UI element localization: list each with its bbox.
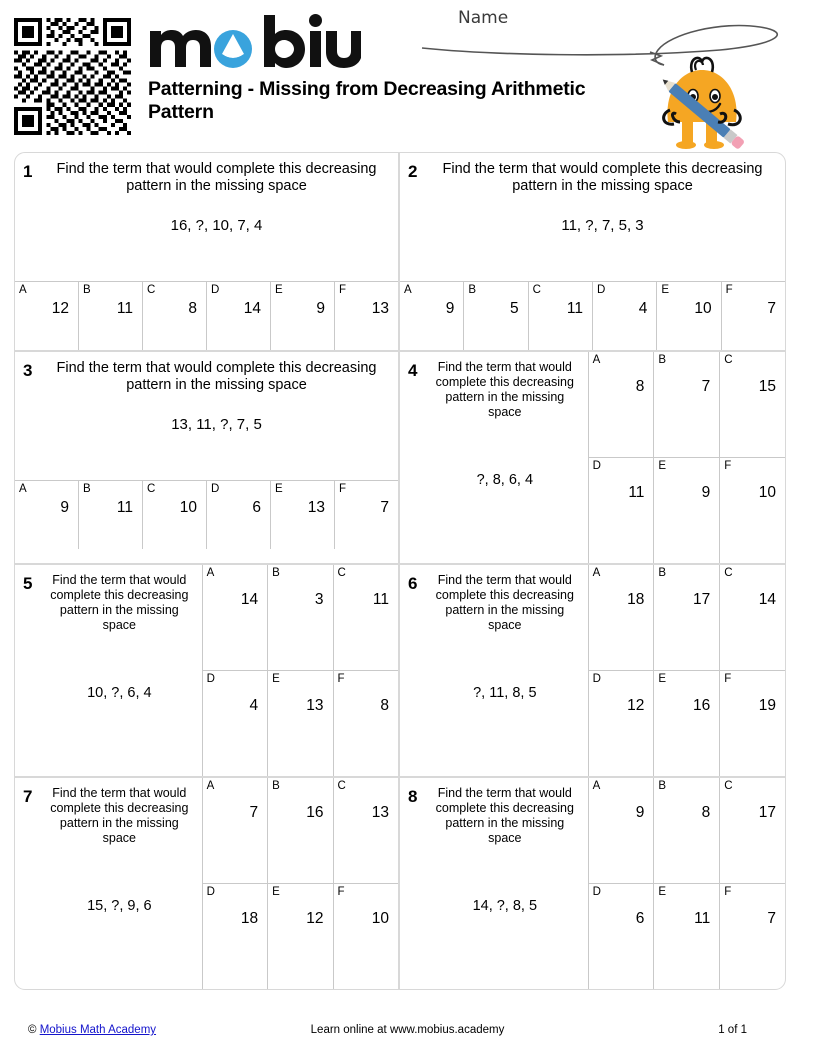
question-cell-5[interactable] (15, 565, 400, 776)
question-row (15, 153, 785, 352)
option-letter: E (658, 460, 667, 472)
question-cell-2[interactable] (400, 153, 785, 350)
answer-options (589, 778, 785, 989)
option-value: 17 (692, 591, 711, 608)
question-row (15, 778, 785, 989)
option-b[interactable] (653, 352, 719, 457)
option-c[interactable] (142, 282, 206, 350)
question-number: 5 (23, 574, 33, 593)
question-prompt-area (400, 565, 589, 776)
question-prompt-area (400, 352, 589, 563)
option-value: 16 (306, 804, 324, 821)
question-number: 1 (23, 162, 33, 181)
option-b[interactable] (267, 778, 332, 883)
question-cell-4[interactable] (400, 352, 785, 563)
option-letter: A (592, 780, 601, 792)
question-prompt-area (400, 153, 785, 281)
option-value: 7 (767, 910, 776, 927)
option-letter: A (404, 284, 412, 296)
question-prompt-area (15, 778, 203, 989)
answer-options (203, 778, 398, 989)
option-value: 13 (307, 499, 325, 516)
question-number: 8 (408, 787, 418, 806)
option-f[interactable] (719, 671, 785, 776)
option-value: 13 (306, 697, 324, 714)
option-c[interactable] (333, 565, 398, 670)
option-e[interactable] (656, 282, 720, 350)
option-a[interactable] (203, 778, 267, 883)
option-value: 17 (758, 804, 776, 821)
option-value: 11 (694, 910, 711, 927)
option-value: 19 (758, 697, 776, 714)
answer-options (589, 565, 785, 776)
option-d[interactable] (203, 884, 267, 989)
option-letter: A (19, 284, 27, 296)
option-f[interactable] (721, 282, 785, 350)
option-e[interactable] (653, 671, 719, 776)
option-letter: F (725, 284, 733, 296)
option-letter: E (275, 483, 283, 495)
option-d[interactable] (589, 884, 654, 989)
pattern-sequence: 10, ?, 6, 4 (87, 685, 152, 701)
answer-options (400, 281, 785, 350)
option-value: 9 (316, 300, 325, 317)
answer-options (203, 565, 398, 776)
option-letter: B (468, 284, 476, 296)
option-letter: A (592, 354, 601, 366)
option-value: 6 (635, 910, 645, 927)
option-b[interactable] (463, 282, 527, 350)
option-value: 4 (638, 300, 648, 317)
option-letter: B (658, 567, 667, 579)
name-label: Name (458, 8, 509, 28)
option-letter: F (337, 673, 345, 685)
option-b[interactable] (78, 282, 142, 350)
question-text: Find the term that would complete this decreasing pattern in the missing space (435, 786, 574, 845)
question-prompt-area (15, 153, 398, 281)
question-text: Find the term that would complete this decreasing pattern in the missing space (56, 161, 377, 194)
pattern-sequence: 16, ?, 10, 7, 4 (170, 217, 263, 234)
option-c[interactable] (719, 778, 785, 883)
question-text: Find the term that would complete this decreasing pattern in the missing space (56, 360, 377, 393)
option-d[interactable] (589, 458, 654, 563)
pattern-sequence: 11, ?, 7, 5, 3 (561, 217, 644, 234)
question-cell-7[interactable] (15, 778, 400, 989)
option-letter: D (211, 284, 220, 296)
option-value: 12 (306, 910, 324, 927)
question-number: 7 (23, 787, 33, 806)
option-value: 8 (701, 804, 711, 821)
option-value: 11 (116, 499, 133, 516)
questions-table (14, 152, 786, 990)
option-c[interactable] (719, 352, 785, 457)
answer-options (15, 281, 398, 350)
option-c[interactable] (719, 565, 785, 670)
option-c[interactable] (333, 778, 398, 883)
option-f[interactable] (333, 671, 398, 776)
option-e[interactable] (653, 458, 719, 563)
option-d[interactable] (592, 282, 656, 350)
copyright-symbol: © (28, 1024, 37, 1036)
option-a[interactable] (589, 565, 654, 670)
option-a[interactable] (203, 565, 267, 670)
option-d[interactable] (206, 481, 270, 549)
option-value: 14 (240, 591, 259, 608)
option-value: 16 (692, 697, 711, 714)
answer-options (589, 352, 785, 563)
option-value: 7 (380, 499, 389, 516)
option-value: 8 (380, 697, 389, 714)
option-value: 10 (371, 910, 389, 927)
option-letter: E (275, 284, 283, 296)
question-text: Find the term that would complete this decreasing pattern in the missing space (435, 573, 574, 632)
option-letter: D (592, 460, 601, 472)
pattern-sequence: 13, 11, ?, 7, 5 (171, 416, 262, 433)
option-d[interactable] (206, 282, 270, 350)
question-cell-8[interactable] (400, 778, 785, 989)
option-letter: C (532, 284, 541, 296)
question-text: Find the term that would complete this decreasing pattern in the missing space (442, 161, 763, 194)
option-letter: B (272, 567, 280, 579)
option-value: 11 (116, 300, 133, 317)
question-text: Find the term that would complete this decreasing pattern in the missing space (435, 360, 574, 419)
pattern-sequence: 14, ?, 8, 5 (472, 898, 538, 914)
option-letter: E (658, 886, 667, 898)
option-b[interactable] (267, 565, 332, 670)
copyright-link[interactable]: Mobius Math Academy (39, 1024, 157, 1036)
option-letter: D (592, 886, 601, 898)
pattern-sequence: ?, 11, 8, 5 (473, 685, 537, 701)
option-letter: B (83, 483, 91, 495)
option-value: 5 (510, 300, 519, 317)
option-letter: C (337, 780, 346, 792)
option-value: 9 (60, 499, 69, 516)
option-value: 11 (566, 300, 583, 317)
option-letter: B (83, 284, 91, 296)
option-letter: D (206, 673, 215, 685)
option-letter: F (339, 284, 347, 296)
option-f[interactable] (334, 481, 398, 549)
option-letter: D (211, 483, 220, 495)
option-value: 10 (694, 300, 712, 317)
option-letter: C (724, 780, 733, 792)
question-cell-3[interactable] (15, 352, 400, 563)
option-b[interactable] (78, 481, 142, 549)
option-value: 4 (249, 697, 259, 714)
option-e[interactable] (270, 282, 334, 350)
option-letter: F (724, 673, 732, 685)
option-letter: D (596, 284, 606, 296)
option-e[interactable] (270, 481, 334, 549)
option-value: 9 (445, 300, 455, 317)
option-a[interactable] (15, 282, 78, 350)
option-value: 12 (627, 697, 645, 714)
option-letter: D (206, 886, 215, 898)
option-value: 18 (240, 910, 259, 927)
option-value: 10 (758, 484, 776, 501)
option-b[interactable] (653, 565, 719, 670)
option-value: 12 (51, 300, 69, 317)
question-cell-1[interactable] (15, 153, 400, 350)
page-title: Patterning - Missing from Decreasing Arithmetic Pattern (148, 78, 586, 123)
option-letter: B (658, 780, 667, 792)
option-value: 14 (758, 591, 776, 608)
option-value: 13 (371, 300, 389, 317)
option-letter: E (272, 673, 280, 685)
option-f[interactable] (334, 282, 398, 350)
option-value: 3 (314, 591, 324, 608)
option-value: 6 (252, 499, 261, 516)
option-b[interactable] (653, 778, 719, 883)
option-d[interactable] (203, 671, 267, 776)
option-e[interactable] (267, 671, 332, 776)
mascot-illustration-icon (648, 52, 758, 152)
option-e[interactable] (653, 884, 719, 989)
option-a[interactable] (15, 481, 78, 549)
option-value: 11 (372, 591, 389, 608)
question-number: 3 (23, 361, 33, 380)
option-letter: C (724, 567, 733, 579)
option-c[interactable] (528, 282, 592, 350)
option-f[interactable] (719, 884, 785, 989)
option-letter: C (337, 567, 346, 579)
option-c[interactable] (142, 481, 206, 549)
question-number: 6 (408, 574, 418, 593)
question-prompt-area (400, 778, 589, 989)
option-value: 10 (179, 499, 197, 516)
option-value: 7 (249, 804, 259, 821)
option-value: 7 (767, 300, 776, 317)
question-text: Find the term that would complete this decreasing pattern in the missing space (50, 573, 189, 632)
option-letter: E (658, 673, 667, 685)
option-letter: F (339, 483, 347, 495)
option-f[interactable] (333, 884, 398, 989)
question-cell-6[interactable] (400, 565, 785, 776)
option-letter: C (724, 354, 733, 366)
page-footer (0, 1022, 815, 1046)
option-a[interactable] (400, 282, 463, 350)
question-number: 4 (408, 361, 418, 380)
question-prompt-area (15, 352, 398, 480)
option-letter: F (337, 886, 345, 898)
option-letter: F (724, 460, 732, 472)
option-value: 8 (635, 378, 645, 395)
pattern-sequence: 15, ?, 9, 6 (87, 898, 152, 914)
option-letter: F (724, 886, 732, 898)
option-letter: A (19, 483, 27, 495)
option-value: 13 (371, 804, 389, 821)
option-letter: B (272, 780, 280, 792)
option-letter: A (206, 780, 215, 792)
option-f[interactable] (719, 458, 785, 563)
option-letter: A (592, 567, 601, 579)
option-a[interactable] (589, 352, 654, 457)
qr-code-icon[interactable] (14, 18, 131, 135)
option-letter: E (661, 284, 669, 296)
option-letter: E (272, 886, 280, 898)
page-indicator: 1 of 1 (718, 1024, 747, 1036)
option-d[interactable] (589, 671, 654, 776)
option-value: 11 (628, 484, 645, 501)
question-prompt-area (15, 565, 203, 776)
option-letter: B (658, 354, 667, 366)
name-field-area[interactable] (420, 8, 810, 58)
mobius-logo-icon (148, 14, 361, 72)
option-letter: A (206, 567, 215, 579)
option-value: 15 (758, 378, 776, 395)
option-letter: C (147, 483, 156, 495)
option-value: 7 (701, 378, 711, 395)
option-value: 14 (243, 300, 261, 317)
pattern-sequence: ?, 8, 6, 4 (476, 472, 534, 488)
option-value: 8 (188, 300, 197, 317)
question-number: 2 (408, 162, 418, 181)
page-header (0, 0, 815, 148)
question-row (15, 352, 785, 565)
question-text: Find the term that would complete this decreasing pattern in the missing space (50, 786, 189, 845)
footer-tagline: Learn online at www.mobius.academy (310, 1024, 505, 1036)
option-a[interactable] (589, 778, 654, 883)
option-value: 9 (635, 804, 645, 821)
option-value: 18 (627, 591, 645, 608)
option-e[interactable] (267, 884, 332, 989)
question-row (15, 565, 785, 778)
answer-options (15, 480, 398, 549)
option-value: 9 (701, 484, 711, 501)
option-letter: D (592, 673, 601, 685)
option-letter: C (147, 284, 156, 296)
